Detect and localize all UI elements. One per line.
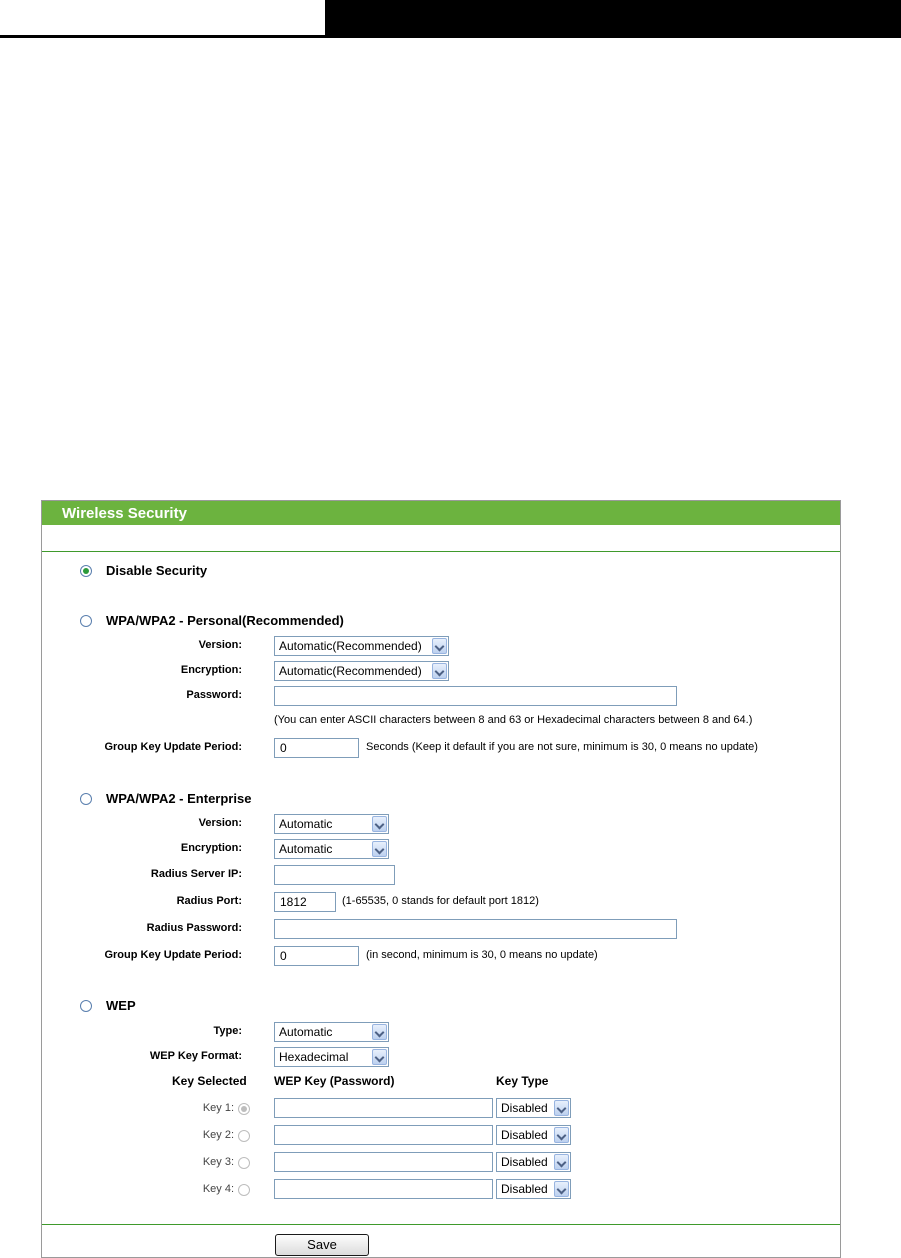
disable-security-radio[interactable] xyxy=(80,565,92,577)
personal-version-value: Automatic(Recommended) xyxy=(279,639,422,653)
personal-encryption-select[interactable] xyxy=(274,661,449,681)
key-4-radio[interactable] xyxy=(238,1184,250,1196)
wep-format-select[interactable] xyxy=(274,1047,389,1067)
key-1-label: Key 1: xyxy=(202,1102,234,1114)
enterprise-gkup-input[interactable]: 0 xyxy=(274,946,359,966)
chevron-down-icon xyxy=(554,1100,569,1116)
key-4-label: Key 4: xyxy=(202,1183,234,1195)
enterprise-encryption-select[interactable] xyxy=(274,839,389,859)
wpa-personal-label: WPA/WPA2 - Personal(Recommended) xyxy=(106,613,344,628)
enterprise-encryption-label: Encryption: xyxy=(180,842,242,854)
personal-version-label: Version: xyxy=(198,639,242,651)
disable-security-label: Disable Security xyxy=(106,563,208,578)
enterprise-version-value: Automatic xyxy=(279,817,333,831)
wireless-security-panel xyxy=(41,500,841,1258)
key-1-type-value: Disabled xyxy=(501,1101,548,1115)
key-3-radio[interactable] xyxy=(238,1157,250,1169)
page-header-left xyxy=(0,0,325,36)
key-2-type-select[interactable] xyxy=(496,1125,571,1145)
wep-format-label: WEP Key Format: xyxy=(149,1050,242,1062)
key-2-radio[interactable] xyxy=(238,1130,250,1142)
personal-gkup-note: Seconds (Keep it default if you are not sure, minimum is 30, 0 means no update) xyxy=(366,741,758,753)
wpa-personal-radio[interactable] xyxy=(80,615,92,627)
wep-format-value: Hexadecimal xyxy=(279,1050,349,1064)
enterprise-version-select[interactable] xyxy=(274,814,389,834)
key-3-input[interactable] xyxy=(274,1152,493,1172)
chevron-down-icon xyxy=(372,841,387,857)
wep-type-label: Type: xyxy=(213,1025,242,1037)
radius-port-label: Radius Port: xyxy=(176,895,242,907)
header-divider xyxy=(42,551,840,552)
chevron-down-icon xyxy=(372,1024,387,1040)
page-header-rule xyxy=(0,35,325,38)
wep-label: WEP xyxy=(106,998,136,1013)
chevron-down-icon xyxy=(372,1049,387,1065)
enterprise-encryption-value: Automatic xyxy=(279,842,333,856)
radius-port-note: (1-65535, 0 stands for default port 1812) xyxy=(342,895,539,907)
chevron-down-icon xyxy=(432,638,447,654)
personal-version-select[interactable] xyxy=(274,636,449,656)
page-header-bar xyxy=(325,0,901,38)
panel-header xyxy=(42,501,840,525)
key-4-input[interactable] xyxy=(274,1179,493,1199)
wpa-enterprise-label: WPA/WPA2 - Enterprise xyxy=(106,791,252,806)
save-button[interactable]: Save xyxy=(275,1234,369,1256)
key-4-type-select[interactable] xyxy=(496,1179,571,1199)
wep-radio[interactable] xyxy=(80,1000,92,1012)
chevron-down-icon xyxy=(554,1127,569,1143)
key-3-type-select[interactable] xyxy=(496,1152,571,1172)
personal-encryption-value: Automatic(Recommended) xyxy=(279,664,422,678)
radius-server-ip-label: Radius Server IP: xyxy=(150,868,242,880)
key-2-type-value: Disabled xyxy=(501,1128,548,1142)
enterprise-version-label: Version: xyxy=(198,817,242,829)
key-3-label: Key 3: xyxy=(202,1156,234,1168)
personal-encryption-label: Encryption: xyxy=(180,664,242,676)
personal-password-note: (You can enter ASCII characters between 8 and 63 or Hexadecimal characters between 8 and 64.) xyxy=(274,714,753,726)
panel-title: Wireless Security xyxy=(62,505,187,522)
key-1-type-select[interactable] xyxy=(496,1098,571,1118)
enterprise-gkup-label: Group Key Update Period: xyxy=(104,949,242,961)
key-2-label: Key 2: xyxy=(202,1129,234,1141)
chevron-down-icon xyxy=(554,1181,569,1197)
footer-divider xyxy=(42,1224,840,1225)
col-key-selected: Key Selected xyxy=(172,1074,247,1088)
personal-gkup-label: Group Key Update Period: xyxy=(104,741,242,753)
personal-password-input[interactable] xyxy=(274,686,677,706)
enterprise-gkup-note: (in second, minimum is 30, 0 means no update) xyxy=(366,949,598,961)
key-3-type-value: Disabled xyxy=(501,1155,548,1169)
col-key-type: Key Type xyxy=(496,1074,549,1088)
chevron-down-icon xyxy=(554,1154,569,1170)
wep-type-value: Automatic xyxy=(279,1025,333,1039)
radius-port-input[interactable]: 1812 xyxy=(274,892,336,912)
personal-password-label: Password: xyxy=(186,689,242,701)
radius-password-label: Radius Password: xyxy=(146,922,242,934)
wpa-enterprise-radio[interactable] xyxy=(80,793,92,805)
wep-type-select[interactable] xyxy=(274,1022,389,1042)
key-4-type-value: Disabled xyxy=(501,1182,548,1196)
col-wep-key: WEP Key (Password) xyxy=(274,1074,395,1088)
chevron-down-icon xyxy=(372,816,387,832)
key-1-input[interactable] xyxy=(274,1098,493,1118)
radius-server-ip-input[interactable] xyxy=(274,865,395,885)
personal-gkup-input[interactable]: 0 xyxy=(274,738,359,758)
key-1-radio[interactable] xyxy=(238,1103,250,1115)
radius-password-input[interactable] xyxy=(274,919,677,939)
chevron-down-icon xyxy=(432,663,447,679)
key-2-input[interactable] xyxy=(274,1125,493,1145)
